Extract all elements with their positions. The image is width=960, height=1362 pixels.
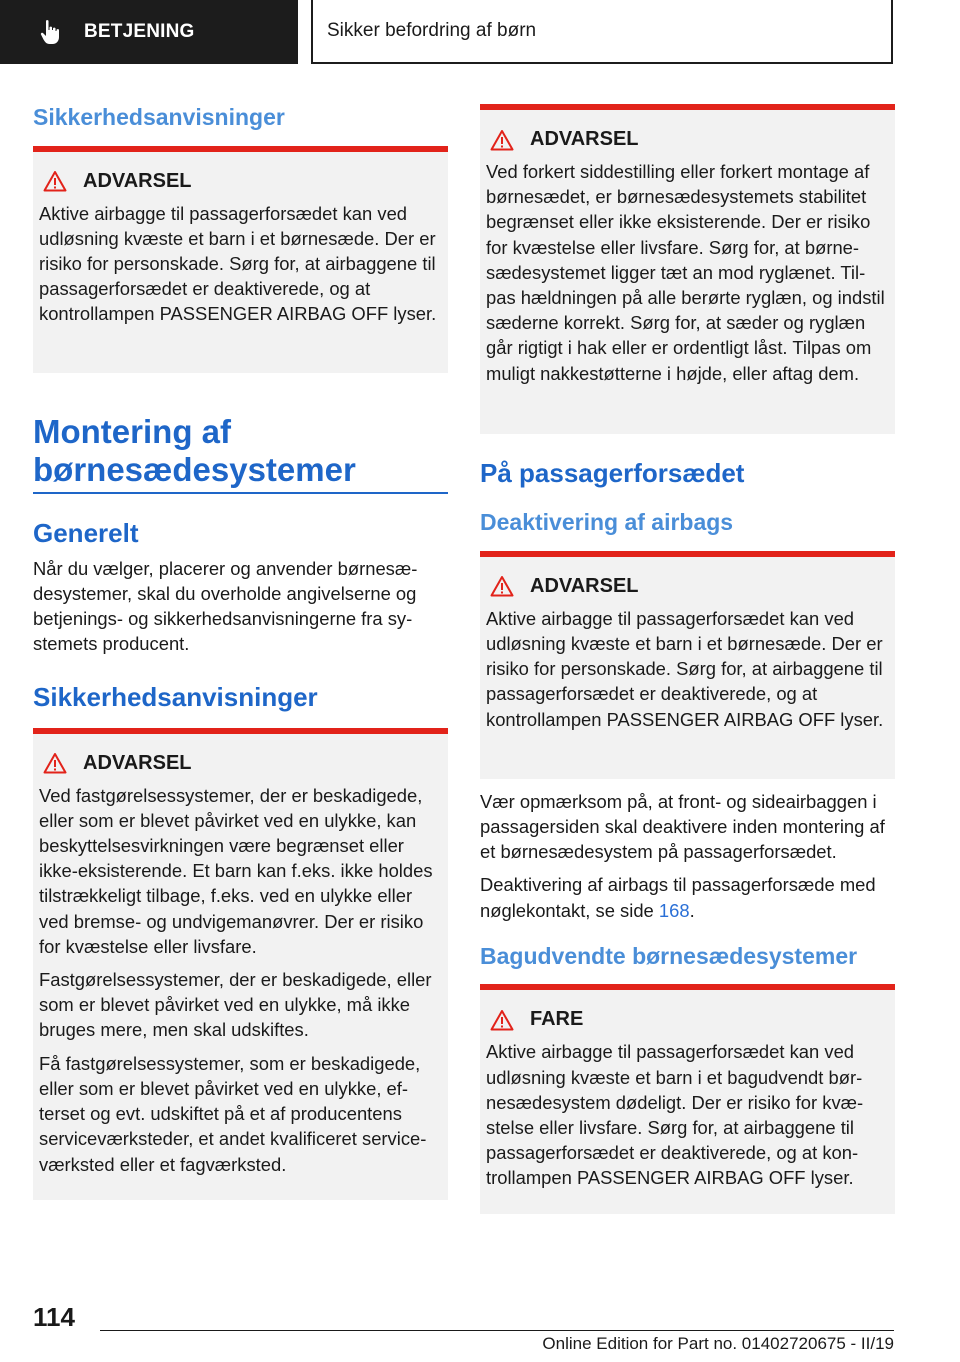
heading-passenger-seat: På passagerforsædet [480,458,745,488]
warning-triangle-icon [490,575,514,597]
heading-safety-instructions: Sikkerhedsanvisninger [33,104,285,130]
heading-deactivation: Deaktivering af airbags [480,509,734,536]
page-reference-link[interactable]: 168 [658,899,690,921]
right-column [480,104,895,1214]
edition-text: Online Edition for Part no. 01402720675 - II/19 [542,1334,894,1353]
heading-general: Generelt [33,518,139,549]
warning-label: ADVARSEL [530,574,639,597]
danger-label: FARE [530,1008,584,1031]
warning-label: ADVARSEL [83,169,192,192]
page-footer [0,1296,960,1362]
danger-box [480,984,895,1214]
warning-triangle-icon [490,1009,514,1031]
section-tab[interactable] [0,0,298,64]
left-column [33,104,448,1200]
deactivation-text-suffix: . [689,899,695,921]
warning-text: Aktive airbagge til passagerforsædet kan ved udløsning kvæste et barn i et børnesæde. Der er risiko for personskade. Sørg for, at airbaggene til passagerforsædet er deaktiverede, og at kontrollampen PASSENGER AIRBAG OFF lyser. [486,607,884,730]
danger-text: Aktive airbagge til passagerforsædet kan ved udløsning kvæste et barn i et bagudvendt børnesædesystem dødeligt. Der er risiko for kvæstelse eller livsfare. Sørg for, at airbaggene til passagerforsædet er deaktiverede, og at kontrollampen PASSENGER AIRBAG OFF lyser. [486,1041,864,1189]
section-title: BETJENING [84,21,195,42]
attention-text: Vær opmærksom på, at front- og sideairbaggen i passagersiden skal deaktivere inden montering af et børnesædesystem på passagerforsædet. [480,790,885,863]
page-number: 114 [33,1302,75,1332]
warning-triangle-icon [43,752,67,774]
chapter-title: Sikker befordring af børn [311,0,893,64]
warning-label: ADVARSEL [530,128,639,150]
warning-text-2: Fastgørelsessystemer, der er beskadigede, eller som er blevet påvirket ved en ulykke, må ikke bruges mere, men skal udskiftes. [39,969,432,1041]
deactivation-text [480,872,895,922]
warning-box-seat-position [480,104,895,434]
footer-rule [100,1330,894,1331]
warning-box-airbag [33,146,448,373]
hand-pointer-icon [40,19,62,45]
page-header [0,0,960,66]
heading-rear-facing: Bagudvendte børnesædesystemer [480,942,858,969]
main-heading: Montering af børnesædesystemer [33,413,448,495]
warning-text: Aktive airbagge til passagerforsædet kan ved udløsning kvæste et barn i et børnesæde. Der er risiko for personskade. Sørg for, at airbaggene til passagerforsædet er deaktiverede, og at kontrollampen PASSENGER AIRBAG OFF lyser. [39,202,437,325]
warning-text-1: Ved fastgørelsessystemer, der er beskadigede, eller som er blevet påvirket ved en ulykke, kan beskyttelsesvirkningen være begrænset eller ikke-eksisterende. Et barn kan f.eks. ikke holdes tilstrækkeligt tilbage, f.eks. ved en ulykke eller ved bremse- og undvigemanøvrer. Der er risiko for kvæstelse eller livsfare. [39,784,433,957]
heading-safety-instructions-2: Sikkerhedsanvisninger [33,682,318,713]
deactivation-text-prefix: Deaktivering af airbags til passagerforsæde med nøglekontakt, se side [480,874,876,921]
general-text: Når du vælger, placerer og anvender børnesædesystemer, skal du overholde angivelserne og betjenings- og sikkerhedsanvisningerne fra systemets producent. [33,557,418,655]
warning-triangle-icon [43,170,67,192]
warning-label: ADVARSEL [83,751,192,774]
warning-triangle-icon [490,129,514,151]
warning-text-3: Få fastgørelsessystemer, som er beskadigede, eller som er blevet påvirket ved en ulykke, efterset og evt. udskiftet på et af producentens serviceværksteder, et andet kvalificeret serviceværksted eller et fagværksted. [39,1052,427,1175]
warning-box-airbag-2 [480,551,895,779]
warning-box-fastening [33,728,448,1200]
warning-text: Ved forkert siddestilling eller forkert montage af børnesædet, er børnesædesystemets stabilitet begrænset eller ikke eksisterende. Der er risiko for kvæstelse eller livsfare. Sørg for, at børnesædesystemet ligger tæt an mod ryglænet. Tilpas hældningen på alle berørte ryglæn, og indstil sæderne korrekt. Sørg for, at sæder og ryglæn går rigtigt i hak eller er ordentligt låst. Tilpas om muligt nakkestøtterne i højde, eller aftag dem. [486,161,885,384]
